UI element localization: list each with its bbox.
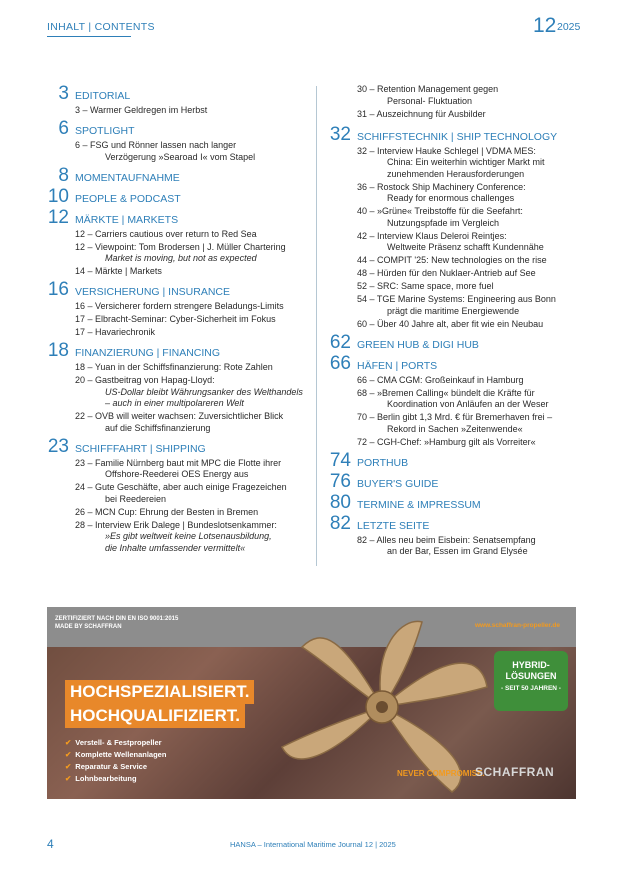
- section-title[interactable]: SPOTLIGHT: [75, 125, 135, 137]
- toc-entry-line: Rekord in Sachen »Zeitenwende«: [387, 423, 523, 434]
- toc-entry-line: 12 – Carriers cautious over return to Red Sea: [75, 228, 257, 239]
- toc-entry[interactable]: [357, 375, 524, 387]
- section-page-number: 76: [329, 470, 351, 492]
- section-title[interactable]: MOMENTAUFNAHME: [75, 171, 180, 184]
- toc-entry-line: 26 – MCN Cup: Ehrung der Besten in Bremen: [75, 506, 259, 517]
- ad-bullet: ✔ Verstell- & Festpropeller: [65, 738, 162, 747]
- toc-entry[interactable]: [75, 411, 283, 434]
- ad-certification: ZERTIFIZIERT NACH DIN EN ISO 9001:2015 MADE BY SCHAFFRAN: [55, 616, 179, 630]
- schaffran-logo: SCHAFFRAN: [475, 765, 555, 779]
- ad-url[interactable]: www.schaffran-propeller.de: [474, 622, 560, 629]
- section-page-number: 8: [58, 164, 69, 186]
- toc-entry-line: an der Bar, Essen im Grand Elysée: [387, 546, 528, 556]
- toc-entry-line: 31 – Auszeichnung für Ausbilder: [357, 108, 486, 119]
- toc-entry-line: die Inhalte umfassender vermittelt«: [105, 542, 246, 553]
- toc-entry[interactable]: [75, 140, 255, 163]
- toc-entry[interactable]: [357, 319, 543, 331]
- toc-entry-line: zunehmenden Herausforderungen: [387, 168, 525, 179]
- toc-entry-line: 70 – Berlin gibt 1,3 Mrd. € für Bremerhaven frei –: [357, 412, 553, 422]
- ad-bullet: ✔ Komplette Wellenanlagen: [65, 750, 167, 759]
- toc-entry-line: 3 – Warmer Geldregen im Herbst: [75, 105, 208, 115]
- section-title[interactable]: SCHIFFSTECHNIK | SHIP TECHNOLOGY: [357, 130, 558, 143]
- toc-entry-line: auf die Schiffsfinanzierung: [105, 422, 211, 433]
- toc-entry-line: Koordination von Anläufen an der Weser: [387, 399, 549, 409]
- toc-entry[interactable]: [75, 507, 258, 519]
- header-rule: [47, 36, 131, 37]
- section-title[interactable]: VERSICHERUNG | INSURANCE: [75, 286, 230, 298]
- toc-entry-line: Offshore-Reederei OES Energy aus: [105, 469, 249, 479]
- toc-entry-line: Ready for enormous challenges: [387, 193, 515, 203]
- toc-entry-line: 16 – Versicherer fordern strengere Beladungs-Limits: [75, 301, 284, 311]
- toc-entry-line: Weltweite Präsenz schafft Kundennähe: [387, 242, 544, 252]
- toc-entry-line: prägt die maritime Energiewende: [387, 305, 520, 316]
- toc-entry-line: »Es gibt weltweit keine Lotsenausbildung,: [105, 531, 272, 541]
- toc-entry[interactable]: [357, 255, 547, 267]
- toc-entry-line: bei Reedereien: [105, 493, 167, 504]
- section-page-number: 12: [47, 206, 69, 228]
- toc-entry-line: Market is moving, but not as expected: [105, 253, 257, 263]
- toc-entry-line: 42 – Interview Klaus Deleroi Reintjes:: [357, 230, 507, 241]
- toc-entry-line: 18 – Yuan in der Schiffsfinanzierung: Rote Zahlen: [75, 362, 273, 372]
- section-page-number: 82: [329, 512, 351, 534]
- toc-entry[interactable]: [75, 314, 276, 326]
- toc-entry-line: 32 – Interview Hauke Schlegel | VDMA MES:: [357, 145, 536, 156]
- toc-entry[interactable]: [357, 231, 544, 254]
- toc-entry[interactable]: [357, 206, 523, 229]
- section-title[interactable]: BUYER'S GUIDE: [357, 477, 439, 490]
- toc-entry[interactable]: [75, 229, 257, 241]
- section-title[interactable]: MÄRKTE | MARKETS: [75, 213, 179, 226]
- check-icon: ✔: [65, 774, 72, 783]
- section-page-number: 18: [47, 340, 69, 361]
- toc-entry[interactable]: [357, 84, 498, 107]
- section-title[interactable]: FINANZIERUNG | FINANCING: [75, 347, 221, 359]
- ad-bullet: ✔ Lohnbearbeitung: [65, 774, 137, 783]
- section-page-number: 16: [47, 279, 69, 300]
- section-page-number: 23: [47, 435, 69, 457]
- toc-entry[interactable]: [75, 375, 303, 410]
- page-number: 4: [47, 837, 54, 851]
- issue-number: 12: [533, 14, 557, 37]
- toc-entry-line: 66 – CMA CGM: Großeinkauf in Hamburg: [357, 374, 524, 385]
- ad-tagline: NEVER COMPROMISE.: [397, 769, 485, 778]
- toc-entry-line: 54 – TGE Marine Systems: Engineering aus Bonn: [357, 294, 556, 304]
- toc-entry-line: 36 – Rostock Ship Machinery Conference:: [357, 181, 526, 192]
- toc-entry-line: 12 – Viewpoint: Tom Brodersen | J. Müller Chartering: [75, 241, 286, 252]
- toc-entry[interactable]: [357, 182, 526, 205]
- toc-entry-line: 24 – Gute Geschäfte, aber auch einige Fragezeichen: [75, 482, 287, 492]
- toc-entry-line: Verzögerung »Searoad I« vom Stapel: [105, 151, 256, 162]
- toc-entry-line: 30 – Retention Management gegen: [357, 84, 499, 94]
- section-page-number: 62: [329, 331, 351, 353]
- toc-entry-line: 17 – Havariechronik: [75, 327, 156, 337]
- toc-entry[interactable]: [357, 412, 552, 435]
- section-title[interactable]: GREEN HUB & DIGI HUB: [357, 338, 479, 351]
- toc-entry-line: 22 – OVB will weiter wachsen: Zuversichtlicher Blick: [75, 411, 284, 421]
- toc-entry[interactable]: [357, 281, 494, 293]
- section-title[interactable]: EDITORIAL: [75, 90, 131, 102]
- schaffran-advertisement[interactable]: [47, 607, 576, 799]
- toc-entry-line: 44 – COMPIT '25: New technologies on the rise: [357, 255, 547, 265]
- toc-entry-line: 14 – Märkte | Markets: [75, 266, 162, 276]
- toc-entry-line: – auch in einer multipolareren Welt: [105, 398, 244, 408]
- ad-bullet: ✔ Reparatur & Service: [65, 762, 147, 771]
- toc-entry[interactable]: [75, 242, 286, 265]
- column-divider: [316, 86, 317, 566]
- toc-entry-line: 52 – SRC: Same space, more fuel: [357, 281, 494, 291]
- section-page-number: 32: [329, 123, 351, 145]
- section-page-number: 66: [329, 352, 351, 374]
- toc-entry[interactable]: [75, 482, 287, 505]
- toc-entry-line: 28 – Interview Erik Dalege | Bundeslotsenkammer:: [75, 519, 277, 530]
- section-page-number: 3: [58, 83, 69, 104]
- toc-entry[interactable]: [75, 327, 155, 339]
- issue-year: 2025: [557, 21, 581, 33]
- section-page-number: 6: [58, 118, 69, 139]
- toc-entry[interactable]: [75, 266, 162, 278]
- check-icon: ✔: [65, 762, 72, 771]
- section-page-number: 10: [47, 185, 69, 207]
- toc-entry[interactable]: [357, 146, 545, 181]
- toc-entry[interactable]: [75, 520, 277, 555]
- section-title[interactable]: TERMINE & IMPRESSUM: [357, 498, 481, 511]
- check-icon: ✔: [65, 750, 72, 759]
- toc-entry[interactable]: [357, 268, 536, 280]
- section-label: INHALT | CONTENTS: [47, 21, 155, 33]
- section-page-number: 74: [329, 449, 351, 471]
- toc-entry-line: 68 – »Bremen Calling« bündelt die Kräfte für: [357, 387, 535, 398]
- toc-entry-line: 82 – Alles neu beim Eisbein: Senatsempfang: [357, 534, 536, 545]
- section-title[interactable]: HÄFEN | PORTS: [357, 359, 438, 372]
- toc-entry-line: 40 – »Grüne« Treibstoffe für die Seefahrt:: [357, 206, 523, 216]
- toc-entry-line: 48 – Hürden für den Nuklaer-Antrieb auf See: [357, 268, 536, 278]
- toc-entry-line: 6 – FSG und Rönner lassen nach langer: [75, 140, 237, 150]
- toc-entry[interactable]: [357, 109, 486, 121]
- section-page-number: 80: [329, 491, 351, 513]
- toc-entry-line: 23 – Familie Nürnberg baut mit MPC die Flotte ihrer: [75, 457, 282, 468]
- section-title[interactable]: PORTHUB: [357, 456, 409, 469]
- toc-entry-line: 72 – CGH-Chef: »Hamburg gilt als Vorreiter«: [357, 436, 536, 447]
- toc-entry[interactable]: [75, 105, 207, 117]
- section-title[interactable]: PEOPLE & PODCAST: [75, 192, 181, 205]
- toc-entry[interactable]: [357, 535, 536, 558]
- toc-entry[interactable]: [75, 362, 273, 374]
- toc-entry[interactable]: [75, 301, 284, 313]
- check-icon: ✔: [65, 738, 72, 747]
- toc-entry-line: US-Dollar bleibt Währungsanker des Welthandels: [105, 386, 303, 397]
- toc-entry-line: Personal- Fluktuation: [387, 95, 473, 106]
- toc-entry-line: Nutzungspfade im Vergleich: [387, 217, 500, 228]
- toc-entry[interactable]: [357, 388, 548, 411]
- ad-headline-1: HOCHSPEZIALISIERT.: [65, 680, 254, 704]
- section-title[interactable]: SCHIFFFAHRT | SHIPPING: [75, 442, 206, 455]
- hybrid-badge: HYBRID- LÖSUNGEN - SEIT 50 JAHREN -: [494, 651, 568, 711]
- toc-entry[interactable]: [357, 294, 556, 317]
- toc-entry-line: 17 – Elbracht-Seminar: Cyber-Sicherheit im Fokus: [75, 314, 276, 324]
- toc-entry[interactable]: [75, 458, 281, 481]
- toc-entry-line: 20 – Gastbeitrag von Hapag-Lloyd:: [75, 375, 215, 385]
- ad-headline-2: HOCHQUALIFIZIERT.: [65, 704, 245, 728]
- section-title[interactable]: LETZTE SEITE: [357, 519, 430, 532]
- toc-entry[interactable]: [357, 437, 536, 449]
- footer-text: HANSA – International Maritime Journal 12 | 2025: [230, 840, 396, 849]
- toc-entry-line: 60 – Über 40 Jahre alt, aber fit wie ein Neubau: [357, 318, 544, 329]
- toc-entry-line: China: Ein weiterhin wichtiger Markt mit: [387, 157, 545, 167]
